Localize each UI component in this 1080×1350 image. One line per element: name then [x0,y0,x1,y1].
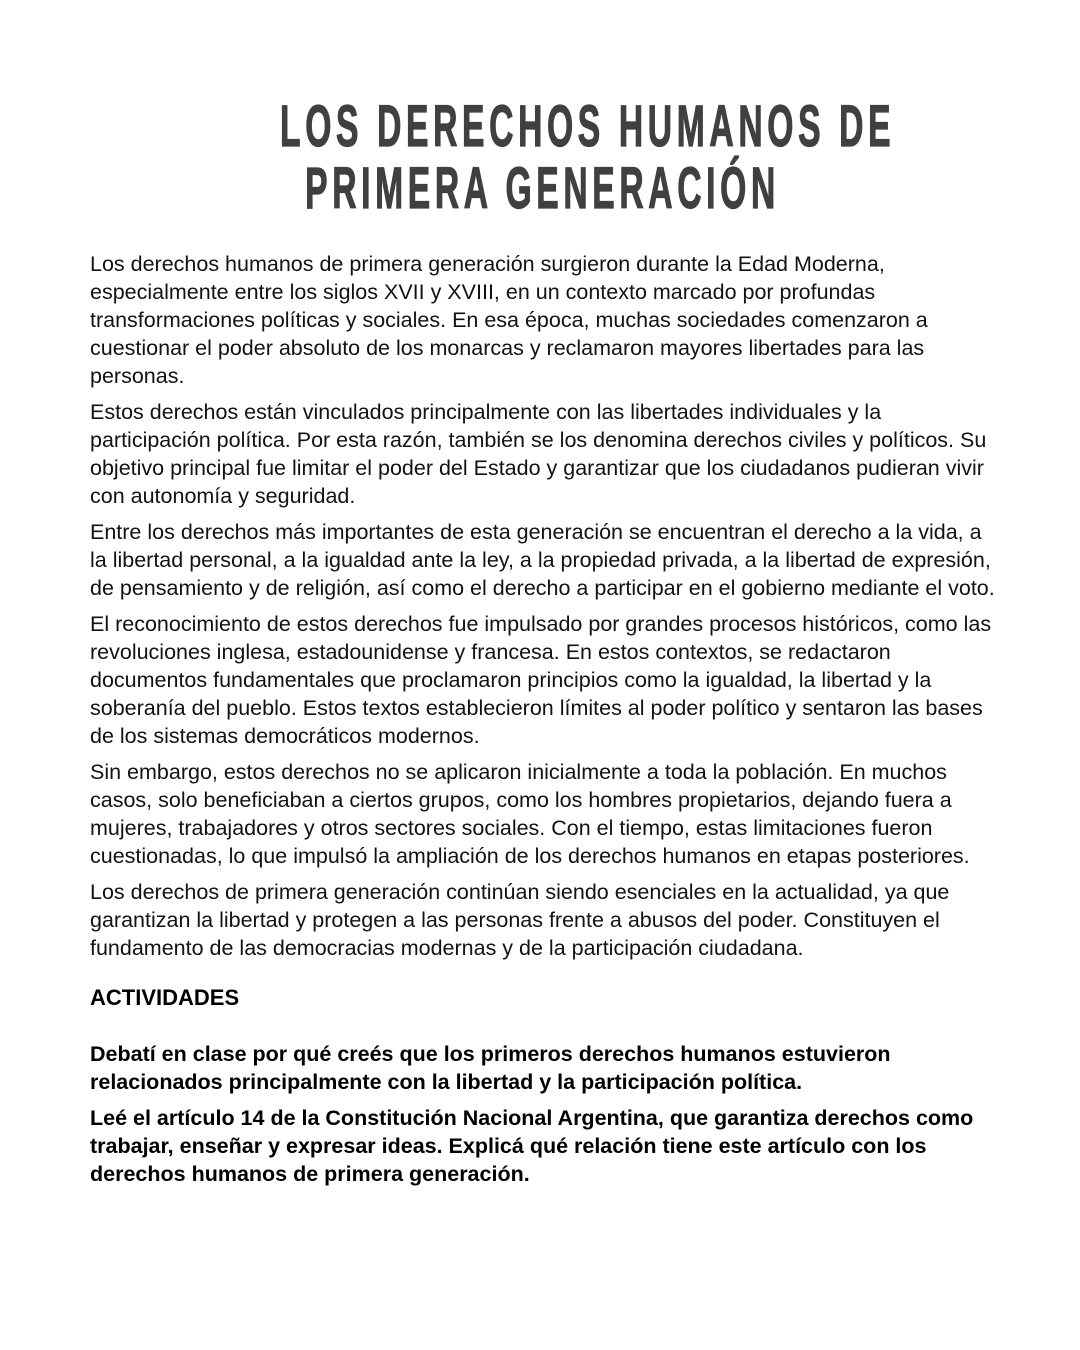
body-paragraph-3: Entre los derechos más importantes de esta generación se encuentran el derecho a la vida, a la libertad personal, a la igualdad ante la ley, a la propiedad privada, a la libertad de expresión, de pensamiento y de religión, así como el derecho a participar en el gobierno mediante el voto. [90,520,995,600]
body-paragraph-1: Los derechos humanos de primera generación surgieron durante la Edad Moderna, especialmente entre los siglos XVII y XVIII, en un contexto marcado por profundas transformaciones políticas y sociales. En esa época, muchas sociedades comenzaron a cuestionar el poder absoluto de los monarcas y reclamaron mayores libertades para las personas. [90,252,928,388]
activities-section [90,984,995,1188]
body-paragraph-4: El reconocimiento de estos derechos fue impulsado por grandes procesos históricos, como las revoluciones inglesa, estadounidense y francesa. En estos contextos, se redactaron documentos fundamentales que proclamaron principios como la igualdad, la libertad y la soberanía del pueblo. Estos textos establecieron límites al poder político y sentaron las bases de los sistemas democráticos modernos. [90,612,992,748]
document-content [90,0,995,1196]
page-title [280,94,896,221]
activities-heading: ACTIVIDADES [90,985,240,1010]
page-title-line-2: PRIMERA GENERACIÓN [305,156,780,221]
activity-item-1: Debatí en clase por qué creés que los primeros derechos humanos estuvieron relacionados principalmente con la libertad y la participación política. [90,1042,891,1094]
body-paragraph-5: Sin embargo, estos derechos no se aplicaron inicialmente a toda la población. En muchos casos, solo beneficiaban a ciertos grupos, como los hombres propietarios, dejando fuera a mujeres, trabajadores y otros sectores sociales. Con el tiempo, estas limitaciones fueron cuestionadas, lo que impulsó la ampliación de los derechos humanos en etapas posteriores. [90,760,970,868]
article-body [90,250,995,962]
page-title-line-1: LOS DERECHOS HUMANOS DE [280,94,896,159]
body-paragraph-6: Los derechos de primera generación continúan siendo esenciales en la actualidad, ya que garantizan la libertad y protegen a las personas frente a abusos del poder. Constituyen el fundamento de las democracias modernas y de la participación ciudadana. [90,880,950,960]
activity-item-2: Leé el artículo 14 de la Constitución Nacional Argentina, que garantiza derechos como trabajar, enseñar y expresar ideas. Explicá qué relación tiene este artículo con los derechos humanos de primera generación. [90,1106,974,1186]
body-paragraph-2: Estos derechos están vinculados principalmente con las libertades individuales y la participación política. Por esta razón, también se los denomina derechos civiles y políticos. Su objetivo principal fue limitar el poder del Estado y garantizar que los ciudadanos pudieran vivir con autonomía y seguridad. [90,400,987,508]
